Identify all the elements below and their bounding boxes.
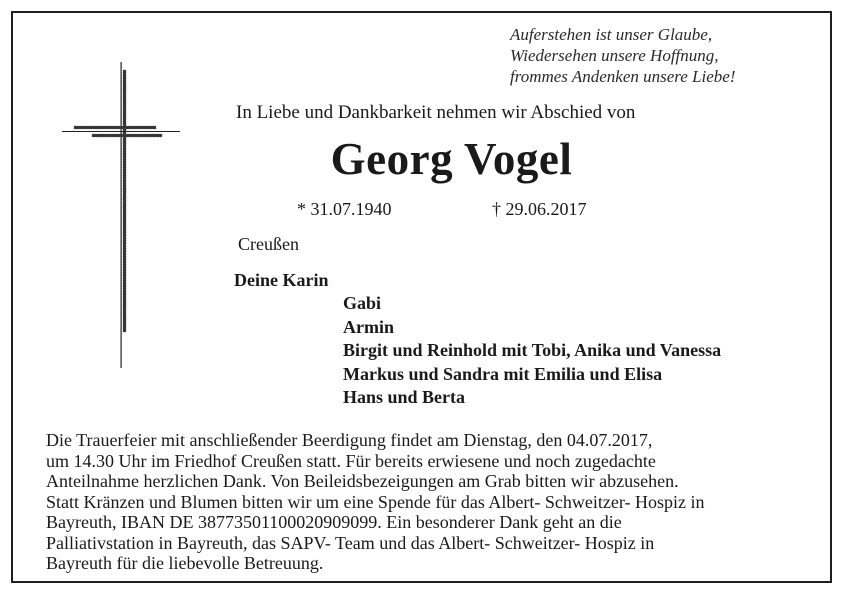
motto-line: Wiedersehen unsere Hoffnung, (510, 46, 719, 65)
mourner-list (343, 292, 721, 410)
notice-line: Die Trauerfeier mit anschließender Beerdigung findet am Dienstag, den 04.07.2017, (46, 430, 653, 450)
mourner-item: Gabi (343, 293, 382, 313)
notice-line: Bayreuth, IBAN DE 38773501100020909099. Ein besonderer Dank geht an die (46, 512, 622, 532)
notice-line: um 14.30 Uhr im Friedhof Creußen statt. Für bereits erwiesene und noch zugedachte (46, 450, 656, 471)
motto (510, 24, 736, 87)
funeral-notice (46, 430, 816, 574)
notice-line: Palliativstation in Bayreuth, das SAPV- Team und das Albert- Schweitzer- Hospiz in (46, 532, 655, 553)
notice-line: Statt Kränzen und Blumen bitten wir um eine Spende für das Albert- Schweitzer- Hospiz in (46, 491, 705, 512)
deceased-name: Georg Vogel (330, 134, 573, 184)
mourner-item: Armin (343, 316, 394, 337)
mourner-first: Deine Karin (234, 270, 329, 290)
motto-line: Auferstehen ist unser Glaube, (510, 25, 713, 44)
birth-date: * 31.07.1940 (297, 199, 392, 219)
cross-icon (62, 62, 182, 370)
notice-line: Anteilnahme herzlichen Dank. Von Beileidsbezeigungen am Grab bitten wir abzusehen. (46, 471, 679, 491)
mourner-item: Birgit und Reinhold mit Tobi, Anika und Vanessa (343, 340, 722, 360)
death-date: † 29.06.2017 (492, 199, 587, 219)
intro-text: In Liebe und Dankbarkeit nehmen wir Abschied von (236, 102, 636, 123)
mourner-item: Markus und Sandra mit Emilia und Elisa (343, 363, 663, 384)
notice-line: Bayreuth für die liebevolle Betreuung. (46, 553, 324, 573)
motto-line: frommes Andenken unsere Liebe! (510, 67, 736, 86)
place: Creußen (238, 234, 299, 254)
mourner-item: Hans und Berta (343, 387, 466, 407)
